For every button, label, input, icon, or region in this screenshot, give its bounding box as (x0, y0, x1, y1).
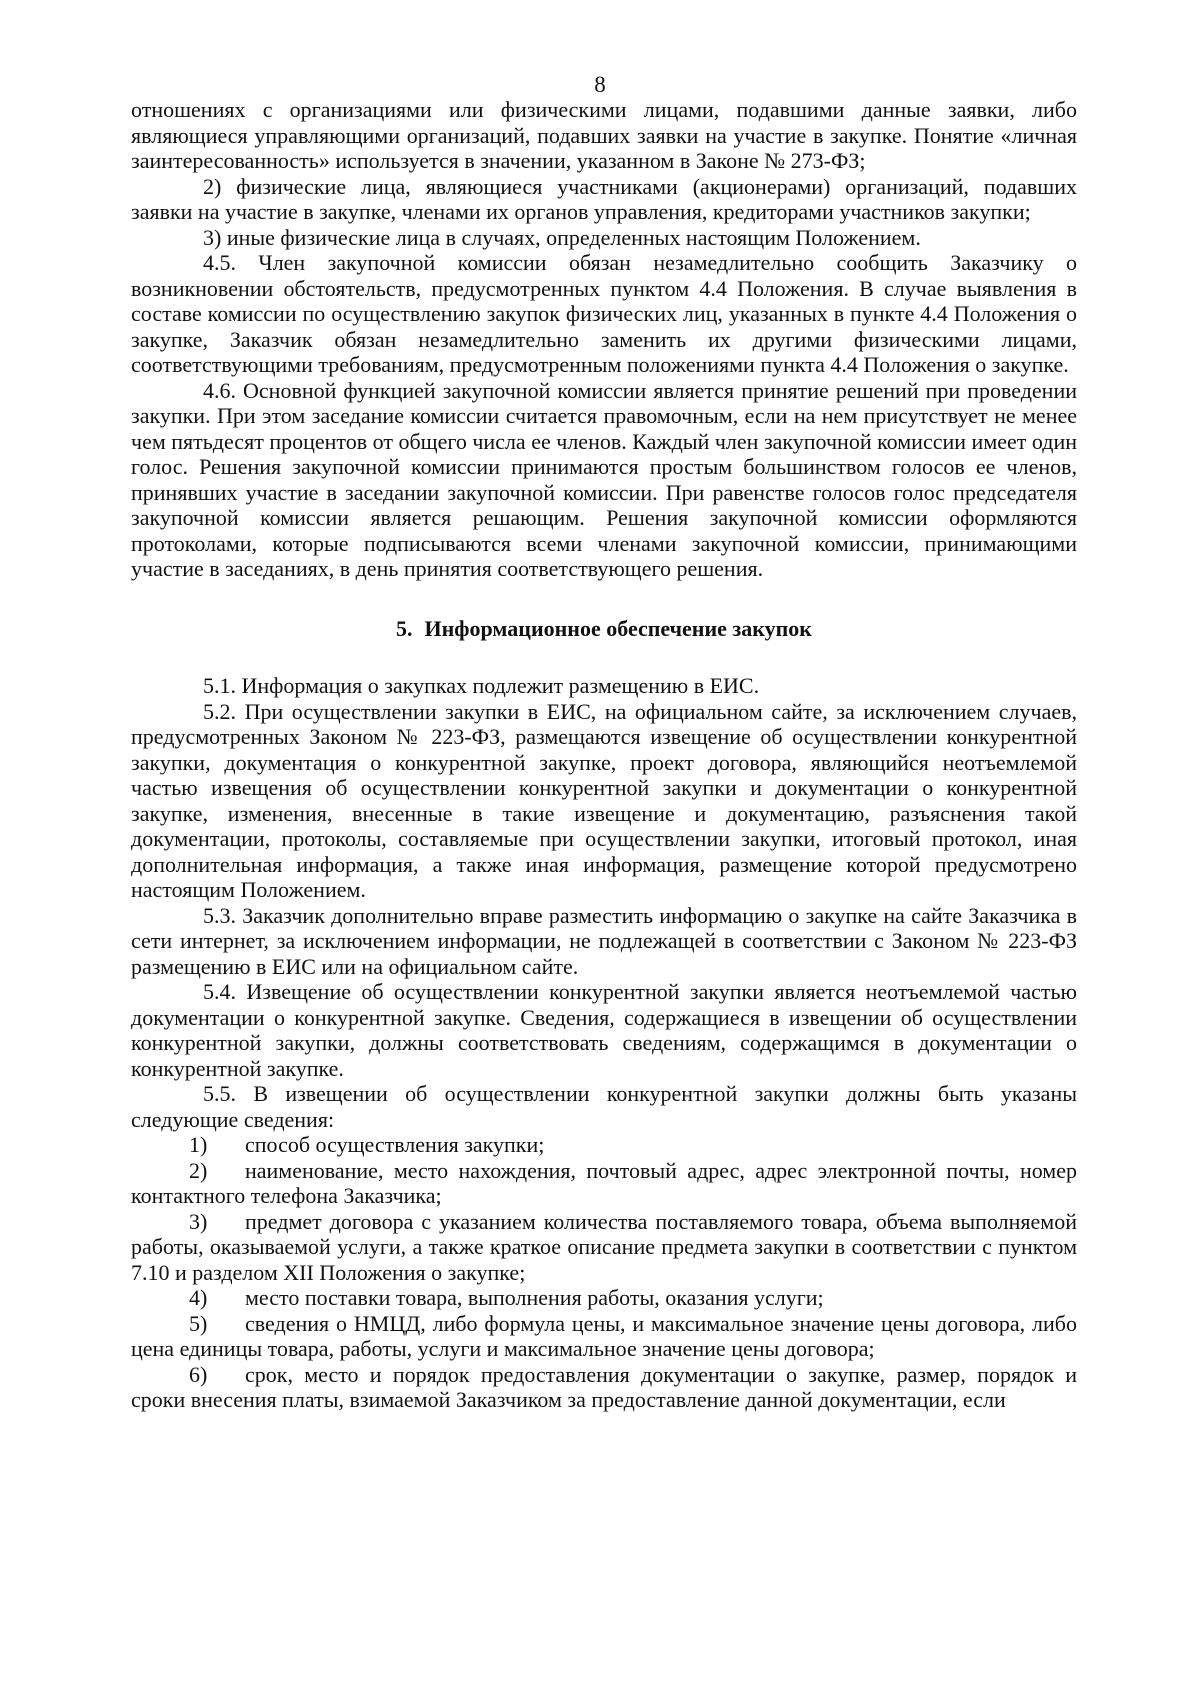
list-item (131, 1158, 1077, 1209)
paragraph-list-item-3: 3) иные физические лица в случаях, определенных настоящим Положением. (203, 224, 921, 250)
list-marker: 3) (189, 1208, 208, 1234)
list-item (131, 1285, 1077, 1311)
section-heading (131, 616, 1077, 642)
paragraph-clause-5-5: 5.5. В извещении об осуществлении конкурентной закупки должны быть указаны следующие сведения: (131, 1081, 1077, 1132)
document-body (131, 97, 1077, 1413)
list-marker: 4) (189, 1285, 208, 1310)
list-item (131, 1362, 1077, 1413)
list-marker: 1) (189, 1132, 208, 1157)
paragraph-clause-4-5: 4.5. Член закупочной комиссии обязан незамедлительно сообщить Заказчику о возникновении обстоятельств, предусмотренных пунктом 4.4 Положения. В случае выявления в составе комиссии по осуществлению закупок физических лиц, указанных в пункте 4.4 Положения о закупке, Заказчик обязан незамедлительно заменить их другими физическими лицами, соответствующими требованиям, предусмотренным положениями пункта 4.4 Положения о закупке. (131, 250, 1077, 377)
paragraph-clause-5-1: 5.1. Информация о закупках подлежит размещению в ЕИС. (203, 673, 760, 698)
paragraph-continuation: отношениях с организациями или физическими лицами, подавшими данные заявки, либо являющиеся управляющими организаций, подавших заявки на участие в закупке. Понятие «личная заинтересованность» используется в значении, указанном в Законе № 273-ФЗ; (131, 97, 1077, 173)
list-item-text: наименование, место нахождения, почтовый адрес, адрес электронной почты, номер контактного телефона Заказчика; (131, 1157, 1077, 1208)
list-marker: 5) (189, 1310, 208, 1336)
paragraph-clause-5-2: 5.2. При осуществлении закупки в ЕИС, на официальном сайте, за исключением случаев, предусмотренных Законом № 223-ФЗ, размещаются извещение об осуществлении конкурентной закупки, документация о конкурентной закупке, проект договора, являющийся неотъемлемой частью извещения об осуществлении конкурентной закупки и документации о конкурентной закупке, изменения, внесенные в такие извещение и документацию, разъяснения такой документации, протоколы, составляемые при осуществлении закупки, итоговый протокол, иная дополнительная информация, а также иная информация, размещение которой предусмотрено настоящим Положением. (131, 698, 1077, 902)
list-marker: 2) (189, 1157, 208, 1183)
page-number: 8 (594, 72, 606, 97)
list-item-text: место поставки товара, выполнения работы, оказания услуги; (245, 1285, 824, 1310)
list-marker: 6) (189, 1361, 208, 1387)
list-item (131, 1132, 1077, 1158)
list-item-text: способ осуществления закупки; (245, 1132, 545, 1157)
list-item (131, 1311, 1077, 1362)
paragraph-list-item-2: 2) физические лица, являющиеся участниками (акционерами) организаций, подавших заявки на участие в закупке, членами их органов управления, кредиторами участников закупки; (131, 173, 1077, 224)
paragraph-clause-5-4: 5.4. Извещение об осуществлении конкурентной закупки является неотъемлемой частью документации о конкурентной закупке. Сведения, содержащиеся в извещении об осуществлении конкурентной закупки, должны соответствовать сведениям, содержащимся в документации о конкурентной закупке. (131, 979, 1077, 1081)
section-number: 5. (396, 615, 413, 641)
paragraph-clause-4-6: 4.6. Основной функцией закупочной комиссии является принятие решений при проведении закупки. При этом заседание комиссии считается правомочным, если на нем присутствует не менее чем пятьдесят процентов от общего числа ее членов. Каждый член закупочной комиссии имеет один голос. Решения закупочной комиссии принимаются простым большинством голосов ее членов, принявших участие в заседании закупочной комиссии. При равенстве голосов голос председателя закупочной комиссии является решающим. Решения закупочной комиссии оформляются протоколами, которые подписываются всеми членами закупочной комиссии, принимающими участие в заседаниях, в день принятия соответствующего решения. (131, 377, 1077, 581)
list-item-text: сведения о НМЦД, либо формула цены, и максимальное значение цены договора, либо цена единицы товара, работы, услуги и максимальное значение цены договора; (131, 1310, 1077, 1361)
list-item (131, 1209, 1077, 1286)
list-item-text: срок, место и порядок предоставления документации о закупке, размер, порядок и сроки внесения платы, взимаемой Заказчиком за предоставление данной документации, если (131, 1361, 1077, 1412)
list-item-text: предмет договора с указанием количества поставляемого товара, объема выполняемой работы, оказываемой услуги, а также краткое описание предмета закупки в соответствии с пунктом 7.10 и разделом XII Положения о закупке; (131, 1208, 1077, 1285)
section-title: Информационное обеспечение закупок (424, 615, 812, 641)
paragraph-clause-5-3: 5.3. Заказчик дополнительно вправе разместить информацию о закупке на сайте Заказчика в сети интернет, за исключением информации, не подлежащей в соответствии с Законом № 223-ФЗ размещению в ЕИС или на официальном сайте. (131, 902, 1077, 979)
